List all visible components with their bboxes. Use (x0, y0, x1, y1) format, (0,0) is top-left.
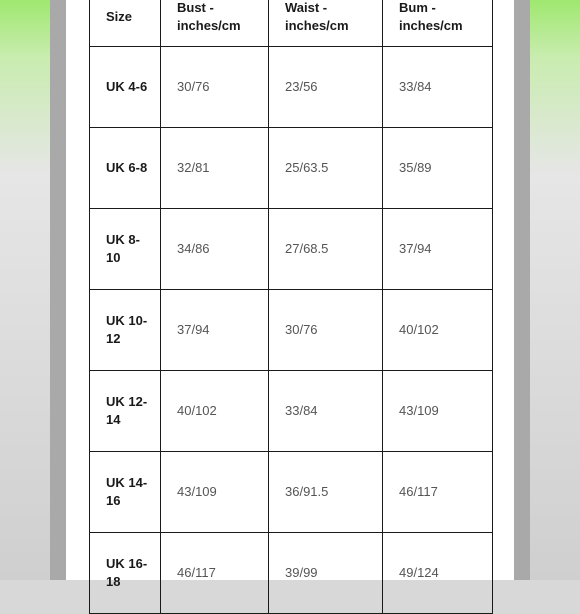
waist-cell: 27/68.5 (269, 209, 383, 290)
bust-cell: 30/76 (161, 47, 269, 128)
size-cell: UK 8-10 (90, 209, 161, 290)
table-row (90, 371, 493, 452)
size-cell: UK 4-6 (90, 47, 161, 128)
header-bust: Bust - inches/cm (161, 0, 269, 47)
bust-cell: 34/86 (161, 209, 269, 290)
size-cell: UK 12-14 (90, 371, 161, 452)
bum-cell: 35/89 (383, 128, 493, 209)
size-cell: UK 10-12 (90, 290, 161, 371)
bust-cell: 37/94 (161, 290, 269, 371)
table-row (90, 47, 493, 128)
bum-cell: 40/102 (383, 290, 493, 371)
backdrop-right (530, 0, 580, 580)
waist-cell: 36/91.5 (269, 452, 383, 533)
backdrop-left (0, 0, 50, 580)
waist-cell: 33/84 (269, 371, 383, 452)
table-row (90, 128, 493, 209)
table-row (90, 452, 493, 533)
bust-cell: 46/117 (161, 533, 269, 614)
size-chart-page (66, 0, 514, 589)
bum-cell: 49/124 (383, 533, 493, 614)
bum-cell: 43/109 (383, 371, 493, 452)
waist-cell: 25/63.5 (269, 128, 383, 209)
table-header-row (90, 0, 493, 47)
header-bum: Bum - inches/cm (383, 0, 493, 47)
size-cell: UK 6-8 (90, 128, 161, 209)
size-cell: UK 14-16 (90, 452, 161, 533)
gutter-right (514, 0, 530, 580)
gutter-left (50, 0, 66, 580)
table-row (90, 209, 493, 290)
table-row (90, 290, 493, 371)
bum-cell: 46/117 (383, 452, 493, 533)
size-chart-table (89, 0, 493, 614)
waist-cell: 30/76 (269, 290, 383, 371)
bum-cell: 37/94 (383, 209, 493, 290)
table-row (90, 533, 493, 614)
waist-cell: 39/99 (269, 533, 383, 614)
size-cell: UK 16-18 (90, 533, 161, 614)
bust-cell: 32/81 (161, 128, 269, 209)
header-waist: Waist - inches/cm (269, 0, 383, 47)
bum-cell: 33/84 (383, 47, 493, 128)
header-size: Size (90, 0, 161, 47)
bust-cell: 43/109 (161, 452, 269, 533)
bust-cell: 40/102 (161, 371, 269, 452)
waist-cell: 23/56 (269, 47, 383, 128)
